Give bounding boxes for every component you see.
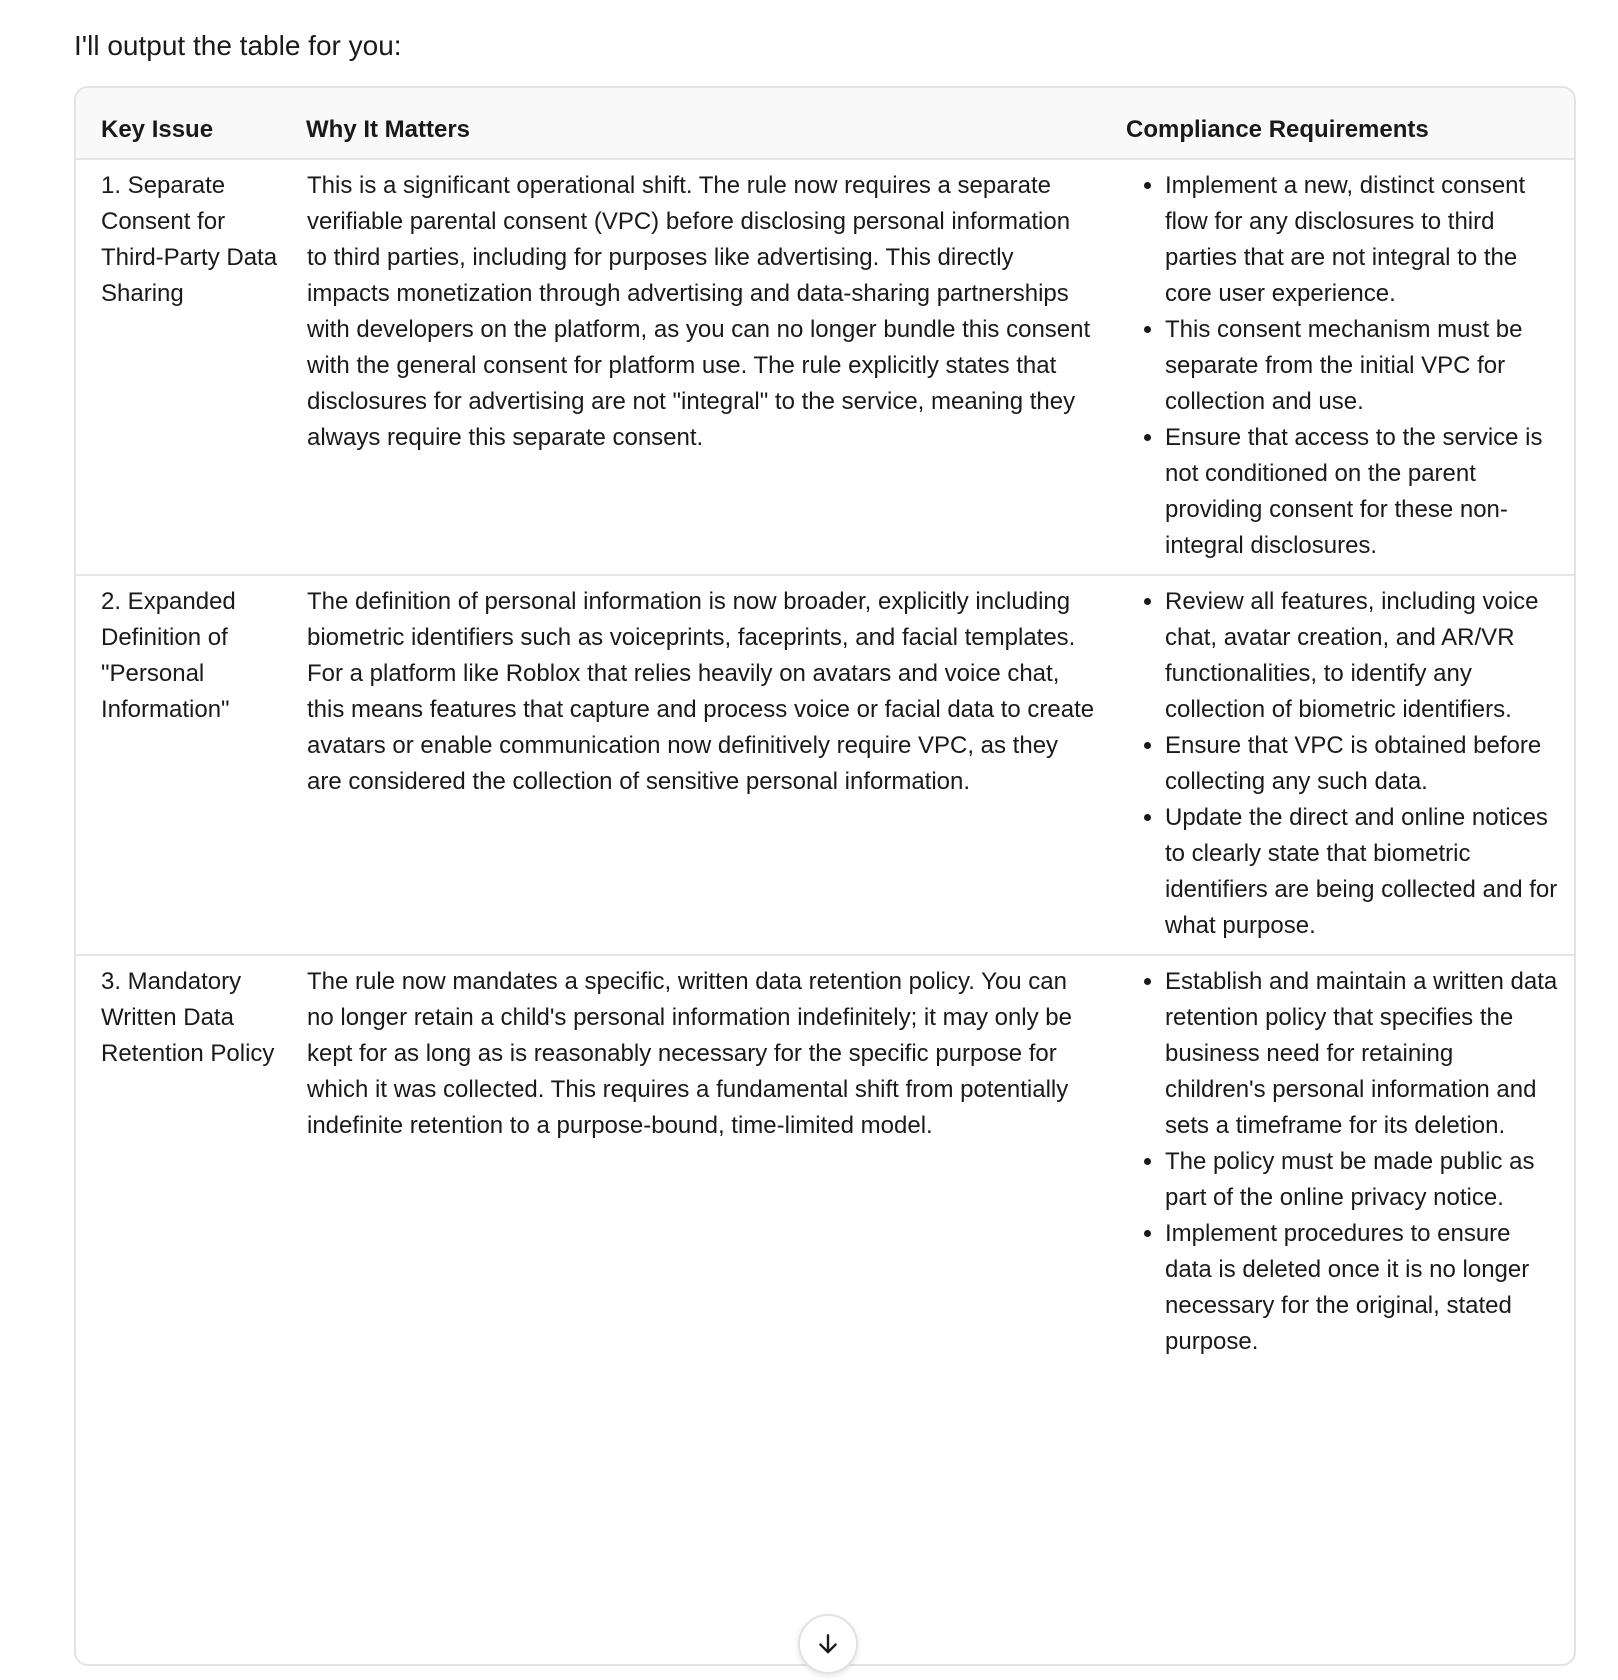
why-it-matters-cell: The definition of personal information is now broader, explicitly including biometric identifiers such as voiceprints, faceprints, and facial templates. For a platform like Roblox that relies heavily on avatars and voice chat, this means features that capture and process voice or facial data to create avatars or enable communication now definitively require VPC, as they are considered the collection of sensitive personal information. — [307, 588, 1095, 795]
requirements-list — [1127, 168, 1558, 564]
key-issue-cell: 3. Mandatory Written Data Retention Policy — [101, 968, 275, 1067]
intro-text: I'll output the table for you: — [74, 30, 402, 61]
column-header-compliance-requirements: Compliance Requirements — [1126, 116, 1429, 143]
list-item: • Implement a new, distinct consent flow for any disclosures to third parties that are not integral to the core user experience. — [1165, 168, 1558, 312]
table-row — [76, 955, 1574, 1370]
list-item: • The policy must be made public as part of the online privacy notice. — [1165, 1144, 1558, 1216]
why-it-matters-cell: The rule now mandates a specific, written data retention policy. You can no longer retain a child's personal information indefinitely; it may only be kept for as long as is reasonably necessary for the specific purpose for which it was collected. This requires a fundamental shift from potentially indefinite retention to a purpose-bound, time-limited model. — [307, 968, 1072, 1139]
compliance-table — [76, 88, 1574, 1370]
list-item: • Establish and maintain a written data retention policy that specifies the business need for retaining children's personal information and sets a timeframe for its deletion. — [1165, 964, 1558, 1144]
table-row — [76, 159, 1574, 575]
arrow-down-icon — [815, 1631, 841, 1657]
key-issue-cell: 1. Separate Consent for Third-Party Data Sharing — [101, 172, 278, 307]
compliance-requirements-cell — [1126, 575, 1574, 955]
table-body — [76, 159, 1574, 1370]
table-header-row — [76, 88, 1574, 159]
list-item: • Review all features, including voice chat, avatar creation, and AR/VR functionalities, to identify any collection of biometric identifiers. — [1165, 584, 1558, 728]
key-issue-cell: 2. Expanded Definition of "Personal Information" — [101, 588, 236, 723]
column-header-why-it-matters: Why It Matters — [306, 116, 471, 143]
table-header — [76, 88, 1574, 159]
requirements-list — [1127, 964, 1558, 1360]
comparison-table-card — [74, 86, 1576, 1666]
list-item: • Ensure that access to the service is not conditioned on the parent providing consent for these non-integral disclosures. — [1165, 420, 1558, 564]
column-header-key-issue: Key Issue — [101, 116, 214, 143]
scroll-to-bottom-button[interactable] — [798, 1614, 858, 1674]
list-item: • Implement procedures to ensure data is deleted once it is no longer necessary for the original, stated purpose. — [1165, 1216, 1558, 1360]
requirements-list — [1127, 584, 1558, 944]
table-row — [76, 575, 1574, 955]
list-item: • Update the direct and online notices to clearly state that biometric identifiers are being collected and for what purpose. — [1165, 800, 1558, 944]
compliance-requirements-cell — [1126, 955, 1574, 1370]
compliance-requirements-cell — [1126, 159, 1574, 575]
list-item: • Ensure that VPC is obtained before collecting any such data. — [1165, 728, 1558, 800]
why-it-matters-cell: This is a significant operational shift. The rule now requires a separate verifiable parental consent (VPC) before disclosing personal information to third parties, including for purposes like advertising. This directly impacts monetization through advertising and data-sharing partnerships with developers on the platform, as you can no longer bundle this consent with the general consent for platform use. The rule explicitly states that disclosures for advertising are not "integral" to the service, meaning they always require this separate consent. — [307, 172, 1091, 451]
list-item: • This consent mechanism must be separate from the initial VPC for collection and use. — [1165, 312, 1558, 420]
